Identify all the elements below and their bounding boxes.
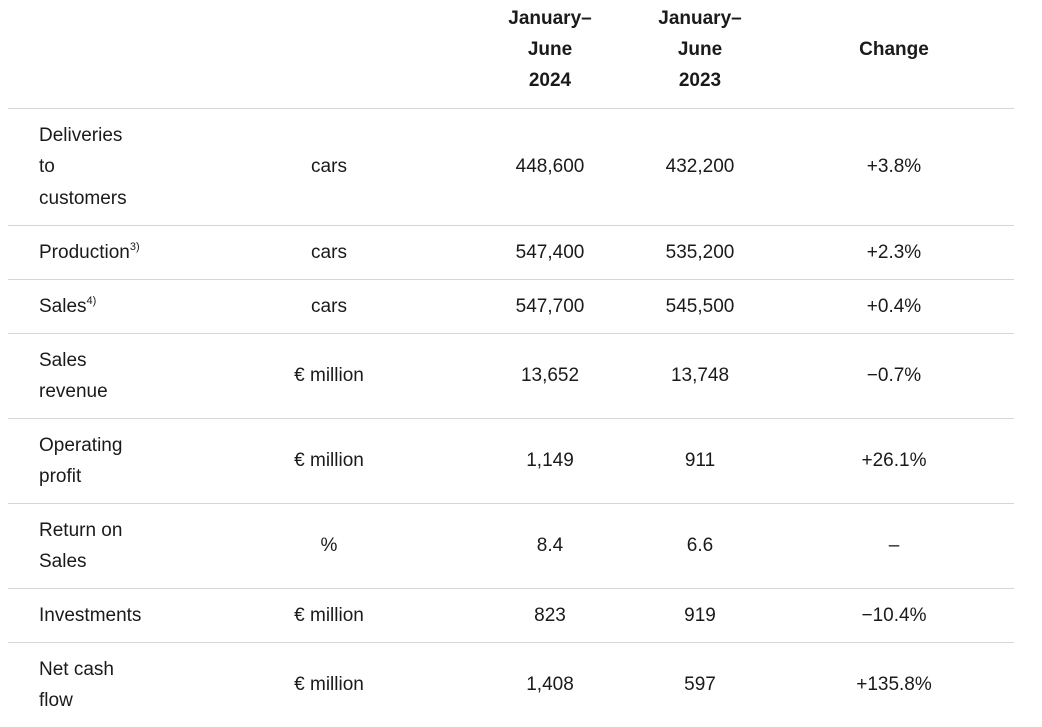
row-label-line: Sales: [39, 295, 87, 317]
value-change: −0.7%: [866, 365, 922, 386]
table-row: [8, 280, 1014, 334]
column-header-2023-line-1: January–: [658, 8, 742, 29]
table-header: [8, 0, 1014, 109]
table-row: [8, 504, 1014, 589]
footnote-marker: 3): [129, 240, 140, 253]
row-label-line: Sales: [39, 349, 87, 371]
value-2024: 547,400: [515, 241, 585, 263]
row-label-line: Return on: [39, 519, 123, 541]
value-change: +135.8%: [856, 674, 932, 695]
row-label-line: Operating: [39, 434, 123, 456]
row-label-line: Sales: [39, 551, 87, 572]
value-2024: 1,408: [526, 674, 574, 695]
value-2024: 547,700: [515, 295, 585, 317]
value-change: +0.4%: [866, 295, 922, 317]
value-2023: 545,500: [665, 295, 735, 317]
row-unit: € million: [294, 365, 364, 386]
column-header-2024-line-2: June: [527, 39, 573, 60]
column-header-2024-line-3: 2024: [528, 70, 572, 91]
row-label: [39, 643, 169, 727]
row-unit: cars: [311, 295, 347, 317]
column-header-2023-line-2: June: [677, 39, 723, 60]
table-row: [8, 226, 1014, 280]
value-2024: 823: [534, 604, 566, 626]
row-unit: %: [320, 535, 338, 556]
value-2023: 597: [684, 674, 716, 695]
footnote-marker: 4): [86, 294, 97, 307]
row-label-line: Deliveries: [39, 124, 123, 146]
value-2023: 535,200: [665, 241, 735, 263]
row-label-line: Investments: [39, 604, 142, 626]
row-label-line: profit: [39, 466, 82, 487]
row-label: [39, 226, 169, 279]
row-unit: € million: [294, 674, 364, 695]
value-2023: 6.6: [686, 535, 714, 556]
table-row: [8, 334, 1014, 419]
row-label-line: to: [39, 156, 55, 178]
value-2024: 13,652: [520, 365, 580, 386]
column-header-2023: [620, 3, 780, 96]
row-label: [39, 109, 169, 225]
value-2024: 8.4: [536, 535, 564, 556]
table-row: [8, 109, 1014, 226]
value-change: +26.1%: [861, 450, 927, 471]
row-label: [39, 419, 169, 503]
value-2023: 911: [684, 450, 716, 471]
value-2023: 919: [684, 604, 716, 626]
value-2024: 448,600: [515, 156, 585, 177]
row-label: [39, 280, 169, 333]
value-change: –: [888, 535, 900, 556]
column-header-change-label: Change: [859, 39, 929, 60]
table-row: [8, 419, 1014, 504]
row-unit: € million: [294, 604, 364, 626]
row-label-line: Production: [39, 241, 130, 263]
value-2024: 1,149: [526, 450, 574, 471]
row-unit: cars: [311, 156, 347, 177]
row-label-line: Net cash: [39, 658, 114, 680]
row-unit: cars: [311, 241, 347, 263]
column-header-2024-line-1: January–: [508, 8, 592, 29]
row-label: [39, 589, 169, 642]
row-label: [39, 334, 169, 418]
table-row: [8, 589, 1014, 643]
column-header-2023-line-3: 2023: [678, 70, 722, 91]
row-unit: € million: [294, 450, 364, 471]
row-label-line: flow: [39, 690, 73, 711]
table-row: [8, 643, 1014, 727]
row-label-line: revenue: [39, 381, 108, 402]
column-header-change: [814, 34, 974, 65]
value-change: −10.4%: [861, 604, 927, 626]
value-2023: 432,200: [665, 156, 735, 177]
column-header-2024: [470, 3, 630, 96]
key-figures-table: [8, 0, 1014, 727]
value-change: +2.3%: [866, 241, 922, 263]
value-change: +3.8%: [866, 156, 922, 177]
value-2023: 13,748: [670, 365, 730, 386]
row-label-line: customers: [39, 187, 127, 209]
row-label: [39, 504, 169, 588]
